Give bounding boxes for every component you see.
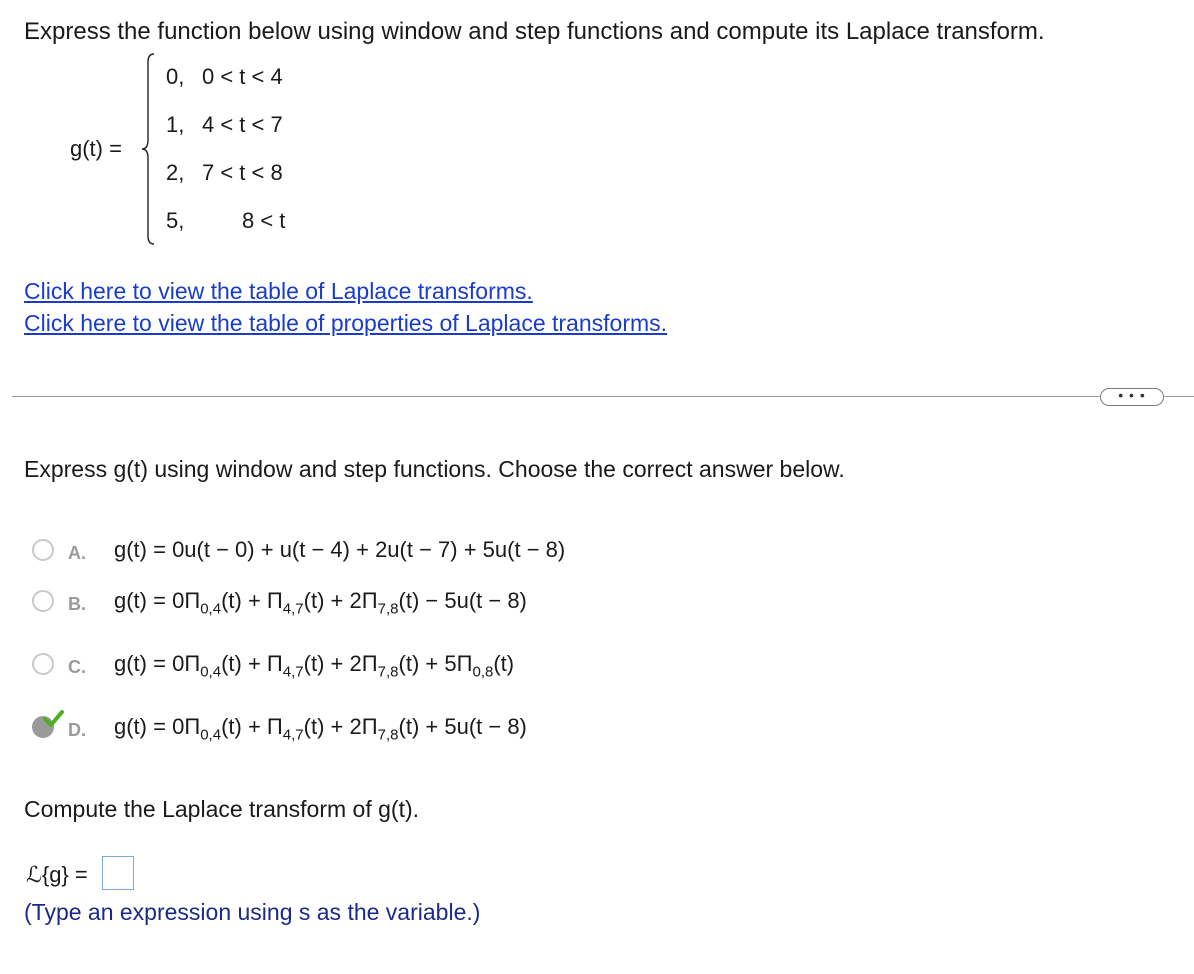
window-subscript: 0,8 (472, 663, 494, 681)
checkmark-icon (42, 708, 64, 730)
formula-text: 5u(t − 8) (444, 714, 527, 739)
case-condition: 7 < t < 8 (202, 160, 283, 185)
window-subscript: 4,7 (282, 663, 304, 681)
laplace-table-link[interactable]: Click here to view the table of Laplace transforms. (24, 278, 533, 304)
operator: + (324, 714, 350, 739)
formula-text: g(t) = 0u(t − 0) + u(t − 4) + 2u(t − 7) + 5u(t − 8) (114, 537, 566, 562)
input-hint: (Type an expression using s as the variable.) (24, 899, 481, 925)
case-condition: 4 < t < 7 (202, 112, 283, 137)
option-formula (114, 537, 565, 563)
window-symbol: Π (361, 714, 378, 739)
operator: + (241, 714, 267, 739)
window-symbol: Π (266, 714, 283, 739)
window-subscript: 7,8 (377, 600, 399, 618)
coefficient: 2 (349, 714, 362, 739)
formula-text: g(t) = 0 (114, 651, 185, 676)
formula-text: (t) (303, 651, 325, 676)
piecewise-case (166, 110, 366, 140)
window-subscript: 4,7 (282, 726, 304, 744)
question-prompt: Express the function below using window and step functions and compute its Laplace transform. (24, 18, 1045, 45)
piecewise-case (166, 206, 366, 236)
window-symbol: Π (361, 588, 378, 613)
case-value: 1, (166, 112, 185, 137)
laplace-label: ℒ{g} = (26, 862, 88, 887)
case-value: 5, (166, 208, 185, 233)
answer-option-c[interactable] (32, 649, 732, 681)
option-letter: C. (68, 657, 86, 677)
operator: + (324, 588, 350, 613)
piecewise-case (166, 158, 366, 188)
radio-button[interactable] (32, 590, 54, 612)
operator: + (241, 651, 267, 676)
coefficient: 2 (349, 588, 362, 613)
section-divider (12, 396, 1194, 397)
operator: + (241, 588, 267, 613)
option-formula (114, 588, 527, 617)
function-label: g(t) = (70, 136, 122, 161)
laplace-answer-input[interactable] (102, 856, 134, 890)
option-formula (114, 714, 527, 743)
formula-text: (t) (303, 588, 325, 613)
option-letter: B. (68, 594, 86, 614)
formula-text: (t) (493, 651, 515, 676)
operator: + (324, 651, 350, 676)
window-symbol: Π (184, 651, 201, 676)
formula-text: g(t) = 0 (114, 588, 185, 613)
operator: − (419, 588, 445, 613)
case-value: 0, (166, 64, 185, 89)
formula-text: g(t) = 0 (114, 714, 185, 739)
answer-option-b[interactable] (32, 586, 732, 618)
formula-text: (t) (221, 651, 242, 676)
window-symbol: Π (184, 714, 201, 739)
answer-option-d[interactable] (32, 712, 732, 744)
formula-text: 5u(t − 8) (444, 588, 527, 613)
formula-text: (t) (221, 588, 242, 613)
operator: + (419, 714, 445, 739)
window-symbol: Π (456, 651, 473, 676)
coefficient: 2 (349, 651, 362, 676)
coefficient: 5 (444, 651, 457, 676)
window-subscript: 0,4 (200, 726, 222, 744)
piecewise-brace (140, 52, 156, 246)
option-formula (114, 651, 514, 680)
part1-prompt: Express g(t) using window and step functions. Choose the correct answer below. (24, 456, 845, 482)
formula-text: (t) (221, 714, 242, 739)
window-subscript: 4,7 (282, 600, 304, 618)
window-symbol: Π (266, 651, 283, 676)
properties-table-link[interactable]: Click here to view the table of properties of Laplace transforms. (24, 310, 668, 336)
case-condition: 0 < t < 4 (202, 64, 283, 89)
formula-text: (t) (303, 714, 325, 739)
window-subscript: 7,8 (377, 663, 399, 681)
formula-text: (t) (398, 714, 420, 739)
window-symbol: Π (266, 588, 283, 613)
operator: + (419, 651, 445, 676)
formula-text: (t) (398, 588, 420, 613)
option-letter: D. (68, 720, 86, 740)
radio-button[interactable] (32, 653, 54, 675)
part2-prompt: Compute the Laplace transform of g(t). (24, 796, 420, 822)
option-letter: A. (68, 543, 86, 563)
window-symbol: Π (184, 588, 201, 613)
window-subscript: 0,4 (200, 600, 222, 618)
window-subscript: 0,4 (200, 663, 222, 681)
more-button[interactable]: • • • (1100, 388, 1164, 406)
formula-text: (t) (398, 651, 420, 676)
radio-button[interactable] (32, 539, 54, 561)
window-subscript: 7,8 (377, 726, 399, 744)
case-value: 2, (166, 160, 185, 185)
answer-option-a[interactable] (32, 535, 732, 567)
case-condition: 8 < t (242, 208, 286, 233)
piecewise-case (166, 62, 366, 92)
window-symbol: Π (361, 651, 378, 676)
